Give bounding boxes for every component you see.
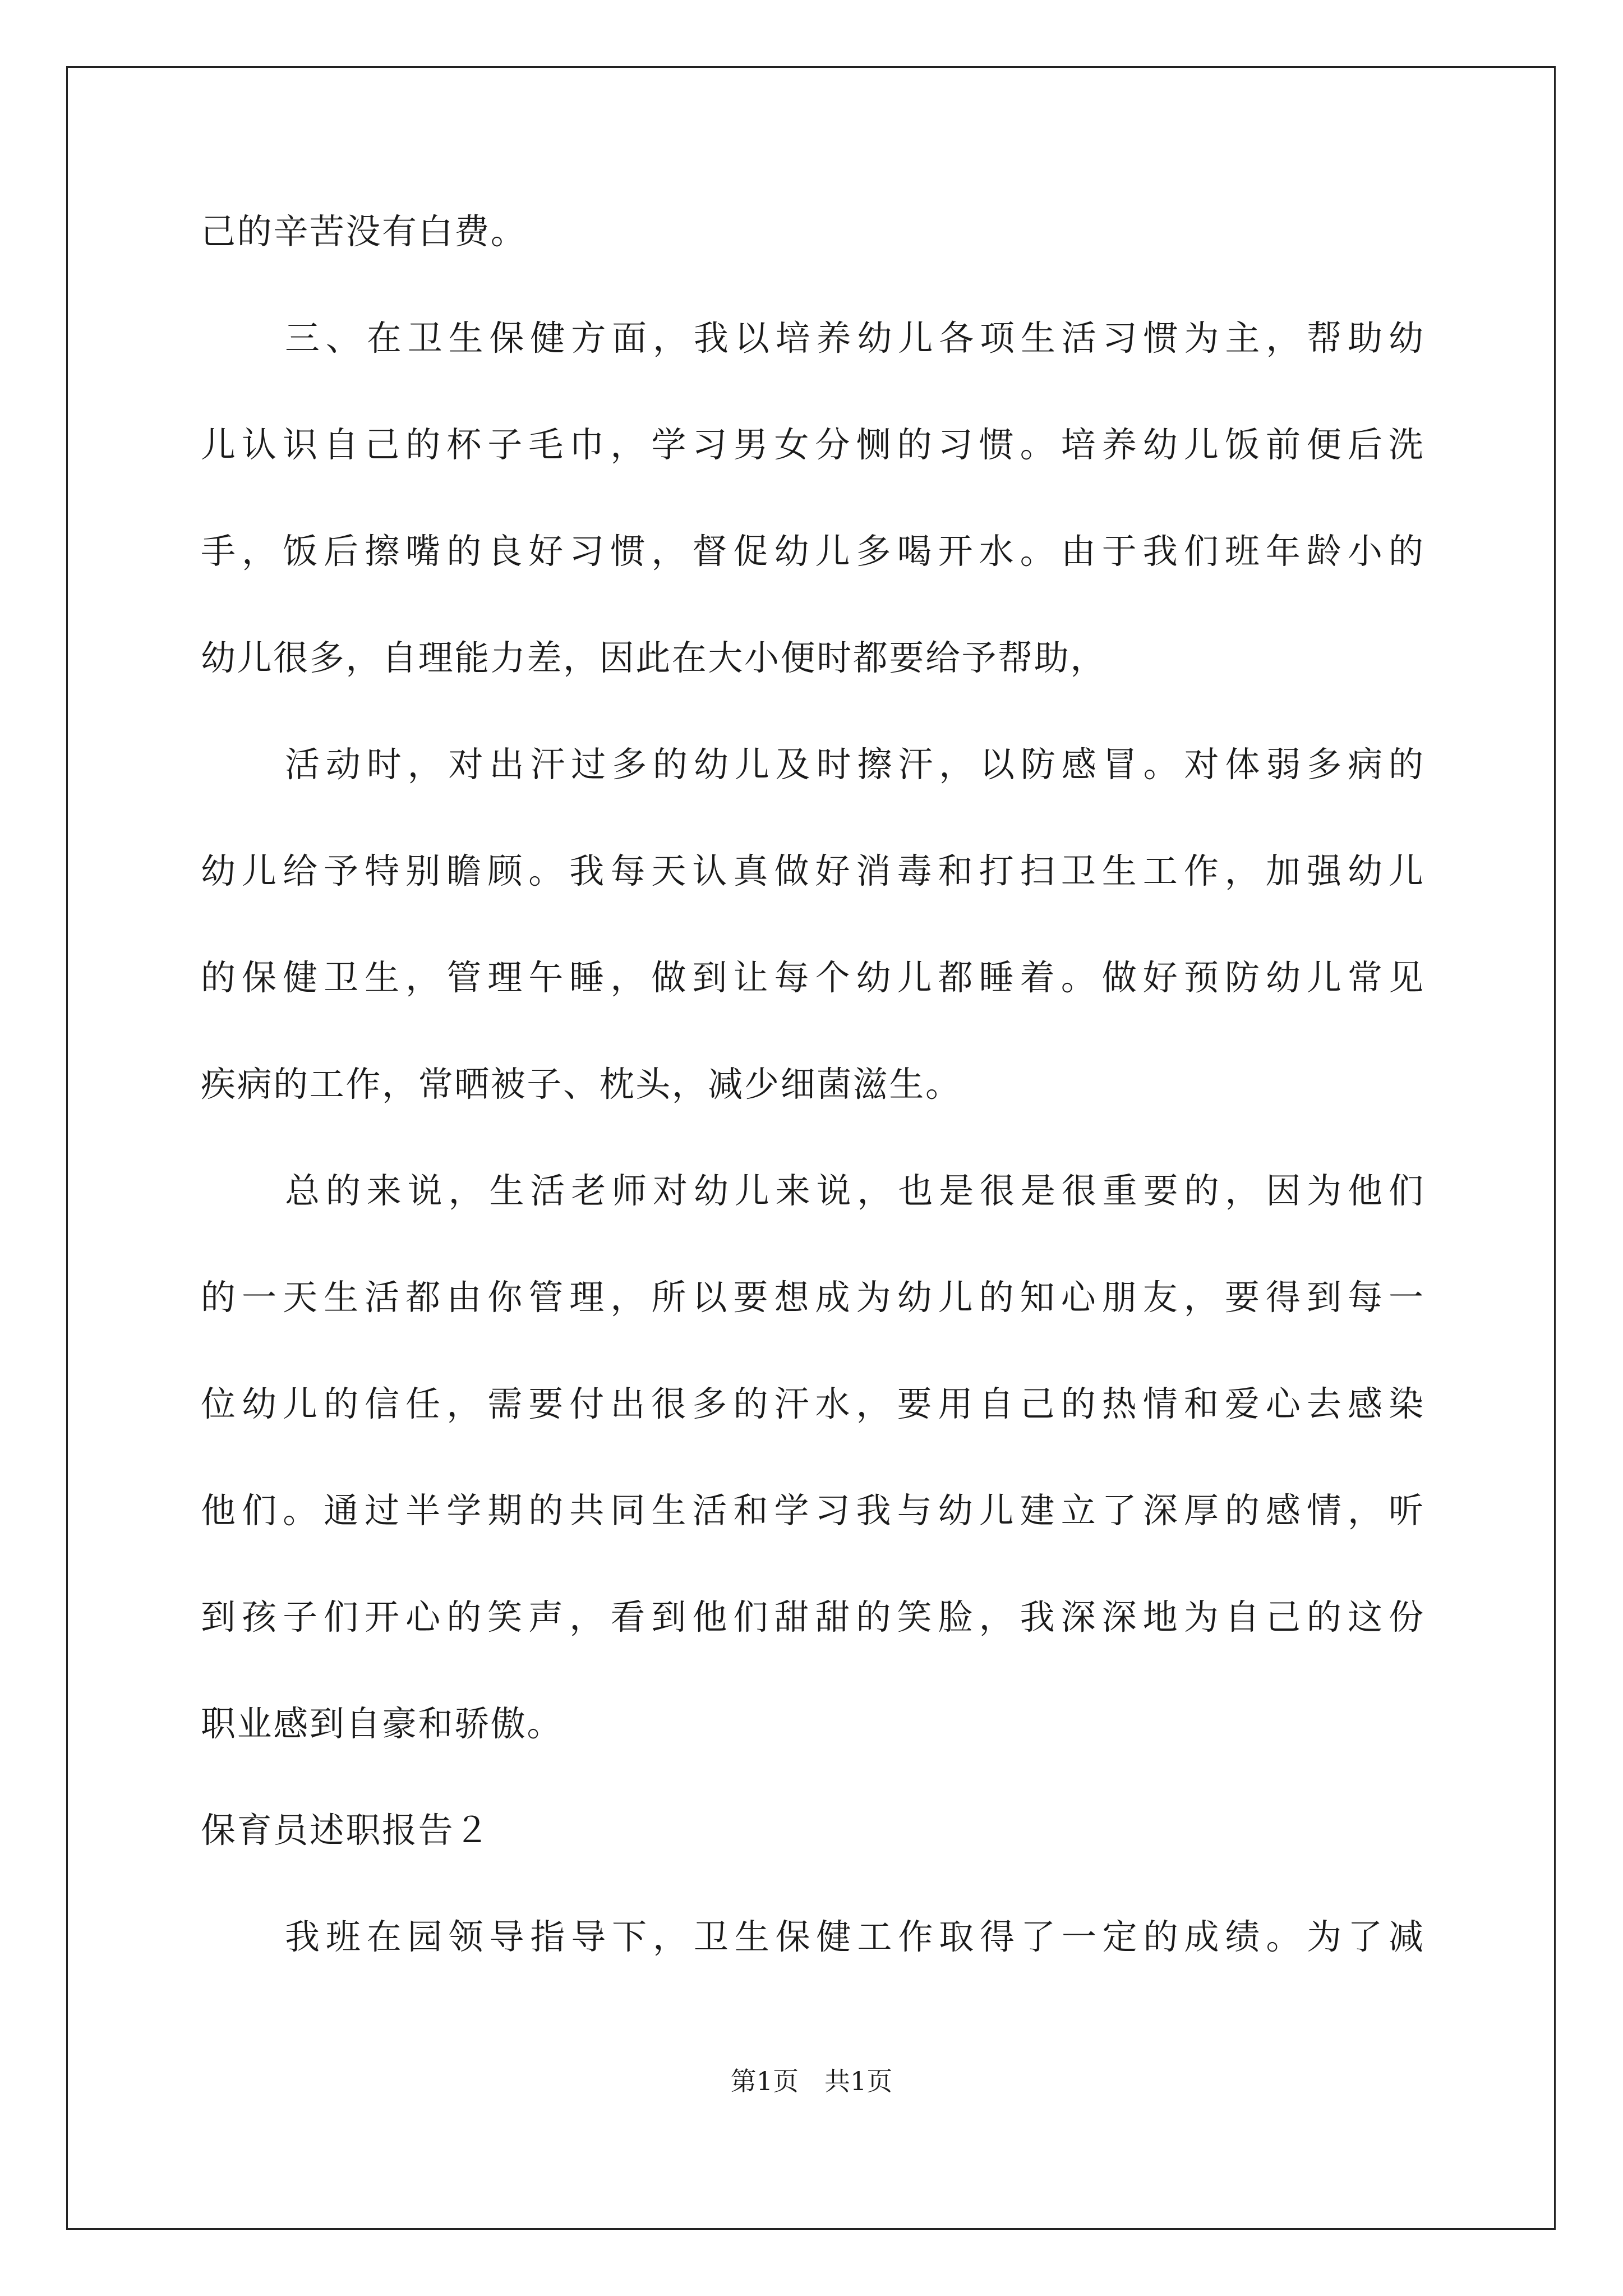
text-line: 儿认识自己的杯子毛巾，学习男女分恻的习惯。培养幼儿饭前便后洗 xyxy=(201,424,1423,465)
page-number-footer: 第1页 共1页 xyxy=(730,2066,893,2096)
text-line: 疾病的工作，常晒被子、枕头，减少细菌滋生。 xyxy=(201,1064,962,1105)
text-line: 职业感到自豪和骄傲。 xyxy=(201,1703,564,1744)
text-line: 位幼儿的信任，需要付出很多的汗水，要用自己的热情和爱心去感染 xyxy=(201,1383,1423,1424)
paragraph-first-line: 我班在园领导指导下，卫生保健工作取得了一定的成绩。为了减 xyxy=(285,1916,1423,1957)
text-line: 到孩子们开心的笑声，看到他们甜甜的笑脸，我深深地为自己的这份 xyxy=(201,1596,1423,1637)
text-line: 的一天生活都由你管理，所以要想成为幼儿的知心朋友，要得到每一 xyxy=(201,1277,1423,1318)
page-border xyxy=(66,66,1556,2230)
paragraph-first-line: 活动时，对出汗过多的幼儿及时擦汗，以防感冒。对体弱多病的 xyxy=(285,744,1423,785)
text-line: 的保健卫生，管理午睡，做到让每个幼儿都睡着。做好预防幼儿常见 xyxy=(201,957,1423,998)
text-line: 他们。通过半学期的共同生活和学习我与幼儿建立了深厚的感情，听 xyxy=(201,1490,1423,1531)
text-line: 幼儿很多，自理能力差，因此在大小便时都要给予帮助， xyxy=(201,637,1107,678)
section-heading: 保育员述职报告２ xyxy=(201,1810,491,1851)
paragraph-first-line: 三、在卫生保健方面，我以培养幼儿各项生活习惯为主，帮助幼 xyxy=(285,318,1423,358)
text-line: 幼儿给予特别瞻顾。我每天认真做好消毒和打扫卫生工作，加强幼儿 xyxy=(201,850,1423,891)
text-line: 己的辛苦没有白费。 xyxy=(201,211,527,252)
text-line: 手，饭后擦嘴的良好习惯，督促幼儿多喝开水。由于我们班年龄小的 xyxy=(201,531,1423,572)
paragraph-first-line: 总的来说，生活老师对幼儿来说，也是很是很重要的，因为他们 xyxy=(285,1170,1423,1211)
